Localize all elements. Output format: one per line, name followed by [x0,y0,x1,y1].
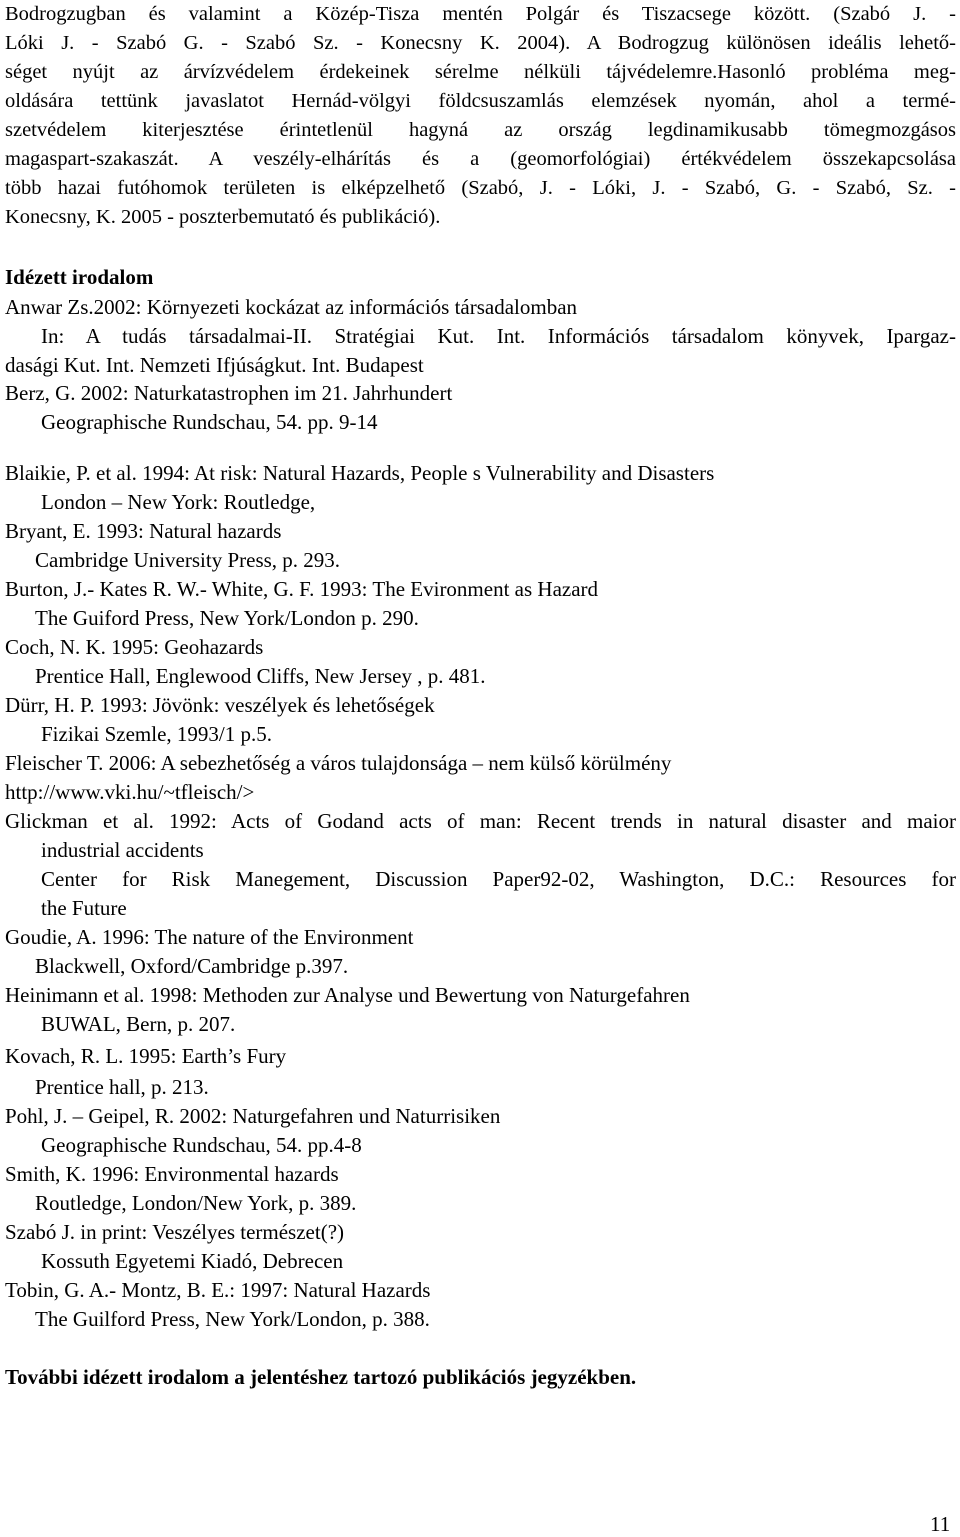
reference-entry-title: Berz, G. 2002: Naturkatastrophen im 21. Jahrhundert [5,381,453,405]
reference-entry-detail: London – New York: Routledge, [41,490,316,514]
paragraph-line: Lóki J. - Szabó G. - Szabó Sz. - Konecsny K. 2004). A Bodrogzug különösen ideális lehető- [5,32,956,54]
reference-entry-title: Smith, K. 1996: Environmental hazards [5,1162,339,1186]
reference-entry-detail: The Guiford Press, New York/London p. 290. [35,606,419,630]
closing-note: További idézett irodalom a jelentéshez tartozó publikációs jegyzékben. [5,1365,637,1389]
reference-entry-detail: Kossuth Egyetemi Kiadó, Debrecen [41,1249,344,1273]
paragraph-line: szetvédelem kiterjesztése érintetlenül hagyná az ország legdinamikusabb tömegmozgásos [5,119,956,141]
reference-entry-detail: Geographische Rundschau, 54. pp. 9-14 [41,410,378,434]
paragraph-line: Bodrogzugban és valamint a Közép-Tisza mentén Polgár és Tiszacsege között. (Szabó J. - [5,3,956,25]
reference-entry-detail: Prentice hall, p. 213. [35,1075,209,1099]
reference-entry-detail: Center for Risk Manegement, Discussion Paper92-02, Washington, D.C.: Resources for [41,867,956,891]
reference-entry-title: Tobin, G. A.- Montz, B. E.: 1997: Natural Hazards [5,1278,431,1302]
paragraph-line: oldására tettünk javaslatot Hernád-völgyi földcsuszamlás elemzések nyomán, ahol a termé- [5,90,956,112]
reference-entry-title: Dürr, H. P. 1993: Jövönk: veszélyek és lehetőségek [5,693,435,717]
paragraph-line: több hazai futóhomok területen is elképzelhető (Szabó, J. - Lóki, J. - Szabó, G. - Szabó, Sz. - [5,177,956,199]
reference-entry-detail: BUWAL, Bern, p. 207. [41,1012,236,1036]
reference-entry-title: Szabó J. in print: Veszélyes természet(?) [5,1220,345,1244]
reference-entry-detail: Blackwell, Oxford/Cambridge p.397. [35,954,349,978]
reference-entry-link[interactable]: http://www.vki.hu/~tfleisch/> [5,780,255,804]
reference-entry-detail: Routledge, London/New York, p. 389. [35,1191,357,1215]
reference-entry-detail: industrial accidents [41,838,204,862]
body-paragraph [5,0,956,232]
reference-entry-detail: Fizikai Szemle, 1993/1 p.5. [41,722,272,746]
reference-entry-title: Fleischer T. 2006: A sebezhetőség a város tulajdonsága – nem külső körülmény [5,751,672,775]
reference-entry-detail: Cambridge University Press, p. 293. [35,548,341,572]
reference-entry-title: Bryant, E. 1993: Natural hazards [5,519,282,543]
references-heading: Idézett irodalom [5,265,154,289]
paragraph-line: magaspart-szakaszát. A veszély-elhárítás és a (geomorfológiai) értékvédelem összekapcsolása [5,148,956,170]
reference-entry-title: Glickman et al. 1992: Acts of Godand acts of man: Recent trends in natural disaster and maior [5,809,956,833]
reference-entry-title: Kovach, R. L. 1995: Earth’s Fury [5,1044,287,1068]
reference-entry-title: Heinimann et al. 1998: Methoden zur Analyse und Bewertung von Naturgefahren [5,983,690,1007]
reference-entry-title: Blaikie, P. et al. 1994: At risk: Natural Hazards, People s Vulnerability and Disasters [5,461,715,485]
paragraph-line: Konecsny, K. 2005 - poszterbemutató és publikáció). [5,206,441,228]
reference-entry-title: Pohl, J. – Geipel, R. 2002: Naturgefahren und Naturrisiken [5,1104,501,1128]
reference-entry-detail: the Future [41,896,127,920]
reference-entry-detail: The Guilford Press, New York/London, p. 388. [35,1307,430,1331]
reference-entry-title: Burton, J.- Kates R. W.- White, G. F. 1993: The Evironment as Hazard [5,577,599,601]
paragraph-line: séget nyújt az árvízvédelem érdekeinek sérelme nélküli tájvédelemre.Hasonló probléma meg- [5,61,956,83]
reference-entry-title: Goudie, A. 1996: The nature of the Environment [5,925,414,949]
reference-entry-title: Coch, N. K. 1995: Geohazards [5,635,264,659]
reference-entry-detail: In: A tudás társadalmai-II. Stratégiai Kut. Int. Információs társadalom könyvek, Ipargaz- [41,324,956,348]
reference-entry-title: Anwar Zs.2002: Környezeti kockázat az információs társadalomban [5,295,578,319]
page-number: 11 [930,1512,951,1536]
reference-entry-detail: Prentice Hall, Englewood Cliffs, New Jersey , p. 481. [35,664,486,688]
reference-entry-detail: Geographische Rundschau, 54. pp.4-8 [41,1133,362,1157]
reference-entry-detail: dasági Kut. Int. Nemzeti Ifjúságkut. Int. Budapest [5,353,424,377]
